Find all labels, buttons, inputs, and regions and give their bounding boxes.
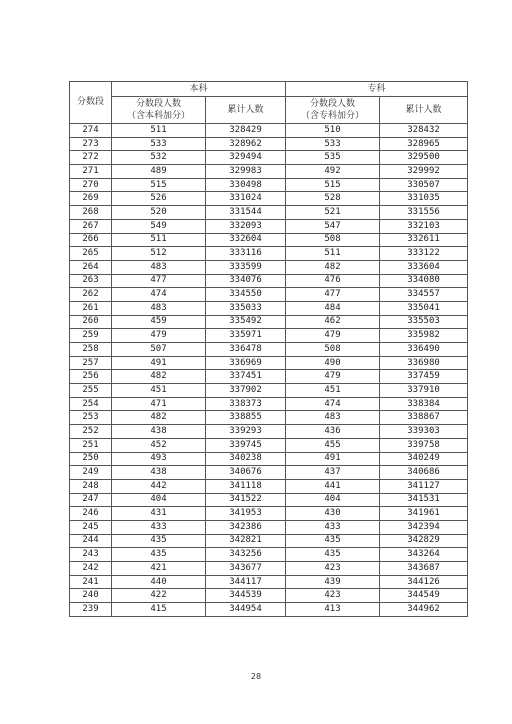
undergrad-count-cell: 431 <box>112 507 206 521</box>
undergrad-count-cell: 471 <box>112 397 206 411</box>
score-band-cell: 261 <box>70 301 112 315</box>
undergrad-count-cell: 438 <box>112 466 206 480</box>
undergrad-cumulative-cell: 337451 <box>206 370 286 384</box>
specialist-count-cell: 479 <box>286 329 380 343</box>
specialist-cumulative-cell: 344126 <box>380 575 468 589</box>
page-number: 28 <box>250 672 262 681</box>
undergrad-count-cell: 532 <box>112 151 206 165</box>
undergrad-count-cell: 451 <box>112 384 206 398</box>
score-band-cell: 265 <box>70 247 112 261</box>
undergrad-count-cell: 520 <box>112 206 206 220</box>
score-band-cell: 253 <box>70 411 112 425</box>
score-band-cell: 245 <box>70 520 112 534</box>
specialist-cumulative-cell: 333604 <box>380 260 468 274</box>
table-row <box>70 507 468 521</box>
specialist-count-cell: 515 <box>286 178 380 192</box>
score-band-cell: 254 <box>70 397 112 411</box>
table-row <box>70 151 468 165</box>
specialist-cumulative-cell: 331556 <box>380 206 468 220</box>
undergrad-count-note: （含本科加分） <box>126 111 190 121</box>
specialist-cumulative-cell: 344962 <box>380 603 468 617</box>
undergrad-count-cell: 435 <box>112 534 206 548</box>
undergrad-cumulative-cell: 344117 <box>206 575 286 589</box>
score-band-cell: 267 <box>70 219 112 233</box>
specialist-cumulative-header: 累计人数 <box>380 97 468 124</box>
score-band-cell: 246 <box>70 507 112 521</box>
table-row <box>70 425 468 439</box>
undergrad-count-cell: 511 <box>112 233 206 247</box>
undergrad-count-cell: 507 <box>112 343 206 357</box>
specialist-cumulative-cell: 337459 <box>380 370 468 384</box>
score-band-cell: 239 <box>70 603 112 617</box>
specialist-cumulative-cell: 328432 <box>380 124 468 138</box>
specialist-count-cell: 437 <box>286 466 380 480</box>
specialist-count-cell: 533 <box>286 137 380 151</box>
specialist-count-cell: 404 <box>286 493 380 507</box>
table-row <box>70 274 468 288</box>
specialist-cumulative-cell: 335982 <box>380 329 468 343</box>
undergrad-cumulative-cell: 332604 <box>206 233 286 247</box>
table-row <box>70 603 468 617</box>
specialist-count-cell: 436 <box>286 425 380 439</box>
score-band-cell: 272 <box>70 151 112 165</box>
specialist-cumulative-cell: 332611 <box>380 233 468 247</box>
specialist-count-cell: 451 <box>286 384 380 398</box>
specialist-cumulative-cell: 336980 <box>380 356 468 370</box>
undergrad-count-cell: 511 <box>112 124 206 138</box>
specialist-count-cell: 491 <box>286 452 380 466</box>
score-band-cell: 250 <box>70 452 112 466</box>
undergrad-cumulative-cell: 339745 <box>206 438 286 452</box>
score-band-cell: 247 <box>70 493 112 507</box>
specialist-count-cell: 455 <box>286 438 380 452</box>
specialist-count-cell: 476 <box>286 274 380 288</box>
undergrad-cumulative-cell: 342821 <box>206 534 286 548</box>
specialist-cumulative-cell: 329500 <box>380 151 468 165</box>
table-row <box>70 315 468 329</box>
table-row <box>70 288 468 302</box>
undergrad-cumulative-cell: 341118 <box>206 479 286 493</box>
specialist-count-cell: 423 <box>286 562 380 576</box>
specialist-cumulative-cell: 341127 <box>380 479 468 493</box>
undergrad-count-cell: 483 <box>112 260 206 274</box>
score-band-cell: 256 <box>70 370 112 384</box>
table-row <box>70 589 468 603</box>
undergrad-count-cell: 474 <box>112 288 206 302</box>
table-row <box>70 384 468 398</box>
specialist-cumulative-cell: 340686 <box>380 466 468 480</box>
undergrad-cumulative-cell: 341953 <box>206 507 286 521</box>
undergrad-count-cell: 477 <box>112 274 206 288</box>
score-distribution-table <box>69 81 468 617</box>
undergrad-count-cell: 440 <box>112 575 206 589</box>
specialist-count-cell: 483 <box>286 411 380 425</box>
score-band-cell: 273 <box>70 137 112 151</box>
undergrad-count-cell: 479 <box>112 329 206 343</box>
specialist-count-cell: 521 <box>286 206 380 220</box>
score-band-cell: 255 <box>70 384 112 398</box>
undergrad-count-cell: 459 <box>112 315 206 329</box>
score-band-cell: 260 <box>70 315 112 329</box>
specialist-cumulative-cell: 330507 <box>380 178 468 192</box>
undergrad-cumulative-cell: 334550 <box>206 288 286 302</box>
undergrad-cumulative-cell: 336478 <box>206 343 286 357</box>
undergrad-count-cell: 415 <box>112 603 206 617</box>
undergrad-count-label: 分数段人数 <box>135 99 181 109</box>
undergrad-count-cell: 422 <box>112 589 206 603</box>
table-row <box>70 575 468 589</box>
table-row <box>70 192 468 206</box>
specialist-count-cell: 474 <box>286 397 380 411</box>
score-band-cell: 259 <box>70 329 112 343</box>
table-row <box>70 534 468 548</box>
specialist-count-cell: 441 <box>286 479 380 493</box>
undergrad-cumulative-cell: 330498 <box>206 178 286 192</box>
score-band-cell: 242 <box>70 562 112 576</box>
table-row <box>70 260 468 274</box>
undergrad-count-cell: 515 <box>112 178 206 192</box>
undergrad-cumulative-cell: 332093 <box>206 219 286 233</box>
specialist-count-cell: 508 <box>286 233 380 247</box>
undergrad-count-cell: 491 <box>112 356 206 370</box>
undergrad-cumulative-cell: 331024 <box>206 192 286 206</box>
undergrad-cumulative-header: 累计人数 <box>206 97 286 124</box>
table-row <box>70 247 468 261</box>
table-row <box>70 520 468 534</box>
undergrad-cumulative-cell: 343256 <box>206 548 286 562</box>
score-band-cell: 263 <box>70 274 112 288</box>
undergrad-cumulative-cell: 335492 <box>206 315 286 329</box>
specialist-count-cell: 508 <box>286 343 380 357</box>
undergrad-cumulative-cell: 331544 <box>206 206 286 220</box>
undergrad-count-cell: 438 <box>112 425 206 439</box>
undergrad-cumulative-cell: 339293 <box>206 425 286 439</box>
specialist-count-cell: 435 <box>286 548 380 562</box>
specialist-cumulative-cell: 342829 <box>380 534 468 548</box>
undergrad-count-cell: 489 <box>112 165 206 179</box>
specialist-cumulative-cell: 333122 <box>380 247 468 261</box>
specialist-count-cell: 528 <box>286 192 380 206</box>
specialist-cumulative-cell: 341961 <box>380 507 468 521</box>
table-row <box>70 165 468 179</box>
table-row <box>70 493 468 507</box>
undergrad-cumulative-cell: 342386 <box>206 520 286 534</box>
score-band-cell: 270 <box>70 178 112 192</box>
undergrad-cumulative-cell: 329494 <box>206 151 286 165</box>
specialist-count-cell: 511 <box>286 247 380 261</box>
undergrad-cumulative-cell: 333599 <box>206 260 286 274</box>
score-band-cell: 262 <box>70 288 112 302</box>
table-row <box>70 329 468 343</box>
specialist-cumulative-cell: 343687 <box>380 562 468 576</box>
undergrad-count-cell: 526 <box>112 192 206 206</box>
score-band-cell: 241 <box>70 575 112 589</box>
table-row <box>70 301 468 315</box>
undergrad-cumulative-cell: 337902 <box>206 384 286 398</box>
undergrad-count-cell: 549 <box>112 219 206 233</box>
undergrad-count-cell: 404 <box>112 493 206 507</box>
undergrad-count-cell: 452 <box>112 438 206 452</box>
score-band-cell: 249 <box>70 466 112 480</box>
undergrad-cumulative-cell: 333116 <box>206 247 286 261</box>
specialist-cumulative-cell: 339758 <box>380 438 468 452</box>
undergrad-cumulative-cell: 335971 <box>206 329 286 343</box>
specialist-count-cell: 435 <box>286 534 380 548</box>
score-band-cell: 274 <box>70 124 112 138</box>
score-band-cell: 266 <box>70 233 112 247</box>
score-band-header: 分数段 <box>70 82 112 124</box>
table-row <box>70 452 468 466</box>
specialist-header: 专科 <box>286 82 468 97</box>
specialist-count-cell: 439 <box>286 575 380 589</box>
table-body <box>70 124 468 617</box>
specialist-count-cell: 484 <box>286 301 380 315</box>
specialist-cumulative-cell: 332103 <box>380 219 468 233</box>
specialist-count-note: （含专科加分） <box>301 111 365 121</box>
table-row <box>70 124 468 138</box>
score-band-cell: 269 <box>70 192 112 206</box>
table-row <box>70 466 468 480</box>
specialist-cumulative-cell: 336490 <box>380 343 468 357</box>
table-row <box>70 438 468 452</box>
table-row <box>70 178 468 192</box>
undergrad-cumulative-cell: 344539 <box>206 589 286 603</box>
table-row <box>70 397 468 411</box>
score-band-cell: 257 <box>70 356 112 370</box>
specialist-count-cell: 433 <box>286 520 380 534</box>
specialist-count-cell: 490 <box>286 356 380 370</box>
specialist-count-cell: 477 <box>286 288 380 302</box>
specialist-cumulative-cell: 334080 <box>380 274 468 288</box>
undergrad-count-cell: 433 <box>112 520 206 534</box>
table-row <box>70 370 468 384</box>
score-band-cell: 258 <box>70 343 112 357</box>
score-band-cell: 243 <box>70 548 112 562</box>
score-band-cell: 264 <box>70 260 112 274</box>
undergrad-count-cell: 482 <box>112 370 206 384</box>
score-band-cell: 252 <box>70 425 112 439</box>
table-row <box>70 219 468 233</box>
score-band-cell: 248 <box>70 479 112 493</box>
specialist-cumulative-cell: 341531 <box>380 493 468 507</box>
specialist-cumulative-cell: 344549 <box>380 589 468 603</box>
undergrad-cumulative-cell: 328962 <box>206 137 286 151</box>
specialist-cumulative-cell: 338384 <box>380 397 468 411</box>
undergrad-count-cell: 435 <box>112 548 206 562</box>
specialist-count-cell: 547 <box>286 219 380 233</box>
specialist-count-cell: 413 <box>286 603 380 617</box>
table-row <box>70 411 468 425</box>
table-row <box>70 206 468 220</box>
score-band-cell: 251 <box>70 438 112 452</box>
score-band-cell: 268 <box>70 206 112 220</box>
score-band-cell: 244 <box>70 534 112 548</box>
undergrad-count-cell: 482 <box>112 411 206 425</box>
specialist-count-cell: 535 <box>286 151 380 165</box>
specialist-count-cell: 462 <box>286 315 380 329</box>
specialist-count-cell: 430 <box>286 507 380 521</box>
specialist-cumulative-cell: 337910 <box>380 384 468 398</box>
specialist-cumulative-cell: 342394 <box>380 520 468 534</box>
specialist-count-cell: 492 <box>286 165 380 179</box>
undergrad-count-cell: 533 <box>112 137 206 151</box>
specialist-count-label: 分数段人数 <box>310 99 356 109</box>
table-row <box>70 548 468 562</box>
undergrad-count-cell: 442 <box>112 479 206 493</box>
table-row <box>70 137 468 151</box>
score-distribution-table-container <box>69 81 467 617</box>
undergrad-cumulative-cell: 334076 <box>206 274 286 288</box>
undergrad-cumulative-cell: 343677 <box>206 562 286 576</box>
specialist-count-cell: 423 <box>286 589 380 603</box>
undergrad-cumulative-cell: 340238 <box>206 452 286 466</box>
undergrad-count-header <box>112 97 206 124</box>
specialist-cumulative-cell: 331035 <box>380 192 468 206</box>
undergrad-header: 本科 <box>112 82 286 97</box>
undergrad-cumulative-cell: 341522 <box>206 493 286 507</box>
table-row <box>70 479 468 493</box>
undergrad-count-cell: 483 <box>112 301 206 315</box>
undergrad-cumulative-cell: 336969 <box>206 356 286 370</box>
table-row <box>70 233 468 247</box>
specialist-cumulative-cell: 340249 <box>380 452 468 466</box>
table-row <box>70 343 468 357</box>
specialist-cumulative-cell: 328965 <box>380 137 468 151</box>
specialist-count-cell: 510 <box>286 124 380 138</box>
specialist-cumulative-cell: 343264 <box>380 548 468 562</box>
undergrad-cumulative-cell: 329983 <box>206 165 286 179</box>
score-band-cell: 271 <box>70 165 112 179</box>
undergrad-count-cell: 512 <box>112 247 206 261</box>
specialist-cumulative-cell: 334557 <box>380 288 468 302</box>
undergrad-cumulative-cell: 328429 <box>206 124 286 138</box>
table-row <box>70 356 468 370</box>
specialist-cumulative-cell: 329992 <box>380 165 468 179</box>
specialist-cumulative-cell: 335503 <box>380 315 468 329</box>
undergrad-count-cell: 493 <box>112 452 206 466</box>
specialist-cumulative-cell: 335041 <box>380 301 468 315</box>
undergrad-cumulative-cell: 338855 <box>206 411 286 425</box>
undergrad-cumulative-cell: 344954 <box>206 603 286 617</box>
specialist-count-cell: 482 <box>286 260 380 274</box>
table-row <box>70 562 468 576</box>
specialist-count-header <box>286 97 380 124</box>
score-band-cell: 240 <box>70 589 112 603</box>
specialist-cumulative-cell: 338867 <box>380 411 468 425</box>
specialist-count-cell: 479 <box>286 370 380 384</box>
undergrad-cumulative-cell: 340676 <box>206 466 286 480</box>
undergrad-cumulative-cell: 338373 <box>206 397 286 411</box>
undergrad-count-cell: 421 <box>112 562 206 576</box>
specialist-cumulative-cell: 339303 <box>380 425 468 439</box>
undergrad-cumulative-cell: 335033 <box>206 301 286 315</box>
